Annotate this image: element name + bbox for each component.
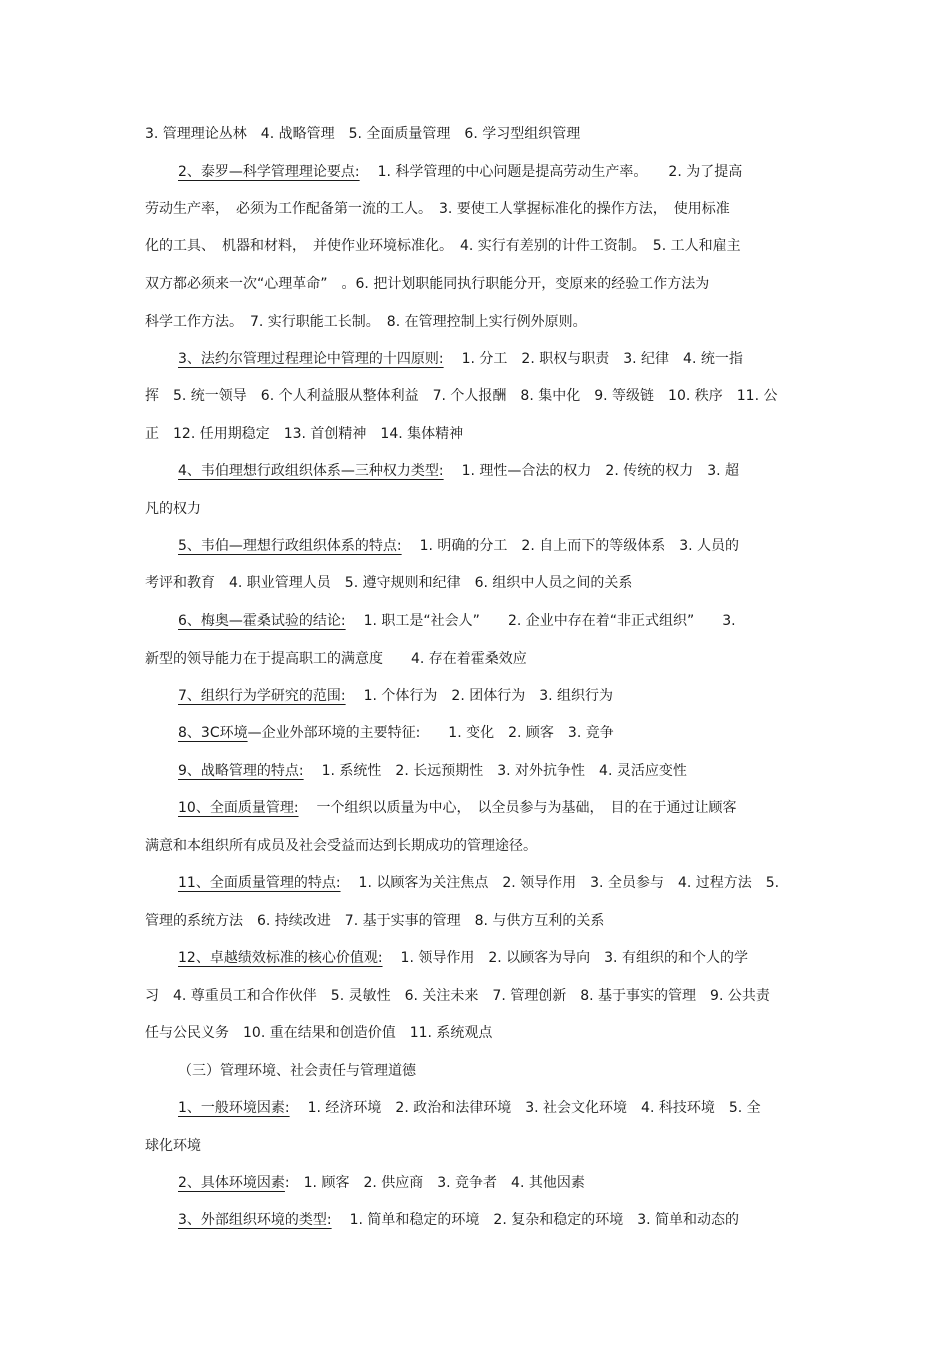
- section-heading: 7、组织行为学研究的范围:: [178, 688, 346, 704]
- section-heading: 12、卓越绩效标准的核心价值观:: [178, 950, 383, 966]
- line-text: 化的工具、 机器和材料， 并使作业环境标准化。 4. 实行有差别的计件工资制。 5. 工人和雇主: [145, 238, 741, 254]
- line-text: 科学工作方法。 7. 实行职能工长制。 8. 在管理控制上实行例外原则。: [145, 314, 587, 330]
- heading-line: [178, 1173, 810, 1193]
- line-text: 3. 管理理论丛林 4. 战略管理 5. 全面质量管理 6. 学习型组织管理: [145, 126, 581, 142]
- heading-line: [178, 1210, 810, 1230]
- text-line: [145, 911, 810, 931]
- section-heading: 10、全面质量管理:: [178, 800, 299, 816]
- heading-line: [178, 798, 810, 818]
- line-text: 正 12. 任用期稳定 13. 首创精神 14. 集体精神: [145, 426, 464, 442]
- line-text: 习 4. 尊重员工和合作伙伴 5. 灵敏性 6. 关注未来 7. 管理创新 8. 基于事实的管理 9. 公共责: [145, 988, 770, 1004]
- text-line: [145, 1023, 810, 1043]
- text-line: [145, 986, 810, 1006]
- section-heading: 1、一般环境因素:: [178, 1100, 290, 1116]
- line-text: 1. 职工是“社会人” 2. 企业中存在着“非正式组织” 3.: [363, 613, 736, 629]
- section-heading: 8、3C环境: [178, 725, 248, 741]
- line-text: 1. 领导作用 2. 以顾客为导向 3. 有组织的和个人的学: [400, 950, 748, 966]
- line-text: 球化环境: [145, 1138, 201, 1154]
- heading-line: [178, 761, 810, 781]
- heading-line: [178, 873, 810, 893]
- line-text: 1. 科学管理的中心问题是提高劳动生产率。 2. 为了提高: [377, 164, 743, 180]
- section-heading: 2、具体环境因素: [178, 1175, 285, 1191]
- line-text: 1. 经济环境 2. 政治和法律环境 3. 社会文化环境 4. 科技环境 5. 全: [307, 1100, 761, 1116]
- line-text: 1. 分工 2. 职权与职责 3. 纪律 4. 统一指: [461, 351, 743, 367]
- line-text: 1. 简单和稳定的环境 2. 复杂和稳定的环境 3. 简单和动态的: [349, 1212, 740, 1228]
- line-text: : 1. 顾客 2. 供应商 3. 竞争者 4. 其他因素: [284, 1175, 585, 1191]
- text-line: [145, 649, 810, 669]
- text-line: [145, 499, 810, 519]
- line-text: 新型的领导能力在于提高职工的满意度 4. 存在着霍桑效应: [145, 651, 527, 667]
- heading-line: [178, 686, 810, 706]
- text-line: [145, 573, 810, 593]
- line-text: 一个组织以质量为中心， 以全员参与为基础， 目的在于通过让顾客: [316, 800, 737, 816]
- text-line: [145, 1136, 810, 1156]
- text-line: [145, 236, 810, 256]
- section-heading: 4、韦伯理想行政组织体系—三种权力类型:: [178, 463, 444, 479]
- text-line: [145, 199, 810, 219]
- line-text: 1. 明确的分工 2. 自上而下的等级体系 3. 人员的: [419, 538, 740, 554]
- section-heading: 2、泰罗—科学管理理论要点:: [178, 164, 360, 180]
- text-line: [145, 386, 810, 406]
- line-text: 任与公民义务 10. 重在结果和创造价值 11. 系统观点: [145, 1025, 493, 1041]
- line-text: 1. 理性—合法的权力 2. 传统的权力 3. 超: [461, 463, 740, 479]
- heading-line: [178, 461, 810, 481]
- text-line: [145, 124, 810, 144]
- line-text: 挥 5. 统一领导 6. 个人利益服从整体利益 7. 个人报酬 8. 集中化 9. 等级链 10. 秩序 11. 公: [145, 388, 778, 404]
- line-text: 满意和本组织所有成员及社会受益而达到长期成功的管理途径。: [145, 838, 537, 854]
- text-line: [145, 836, 810, 856]
- heading-line: [178, 723, 810, 743]
- line-text: 1. 系统性 2. 长远预期性 3. 对外抗争性 4. 灵活应变性: [321, 763, 687, 779]
- section-heading: 11、全面质量管理的特点:: [178, 875, 341, 891]
- line-text: 劳动生产率， 必须为工作配备第一流的工人。 3. 要使工人掌握标准化的操作方法， 使用标准: [145, 201, 730, 217]
- text-line: [145, 424, 810, 444]
- line-text: 1. 个体行为 2. 团体行为 3. 组织行为: [363, 688, 614, 704]
- line-text: 凡的权力: [145, 501, 201, 517]
- line-text: 1. 以顾客为关注焦点 2. 领导作用 3. 全员参与 4. 过程方法 5.: [358, 875, 780, 891]
- section-heading: 9、战略管理的特点:: [178, 763, 304, 779]
- heading-line: [178, 536, 810, 556]
- heading-line: [178, 349, 810, 369]
- line-text: 管理的系统方法 6. 持续改进 7. 基于实事的管理 8. 与供方互利的关系: [145, 913, 605, 929]
- heading-line: [178, 948, 810, 968]
- heading-line: [178, 611, 810, 631]
- line-text: 考评和教育 4. 职业管理人员 5. 遵守规则和纪律 6. 组织中人员之间的关系: [145, 575, 633, 591]
- line-text: —企业外部环境的主要特征: 1. 变化 2. 顾客 3. 竞争: [247, 725, 614, 741]
- section-heading: 3、法约尔管理过程理论中管理的十四原则:: [178, 351, 444, 367]
- section-heading: 6、梅奥—霍桑试验的结论:: [178, 613, 346, 629]
- line-text: 双方都必须来一次“心理革命” 。6. 把计划职能同执行职能分开，变原来的经验工作方法为: [145, 276, 710, 292]
- section-heading: 3、外部组织环境的类型:: [178, 1212, 332, 1228]
- text-line: [145, 312, 810, 332]
- heading-line: [178, 162, 810, 182]
- section-heading: 5、韦伯—理想行政组织体系的特点:: [178, 538, 402, 554]
- text-line: [145, 274, 810, 294]
- heading-line: [178, 1098, 810, 1118]
- chapter-heading: （三）管理环境、社会责任与管理道德: [178, 1063, 416, 1079]
